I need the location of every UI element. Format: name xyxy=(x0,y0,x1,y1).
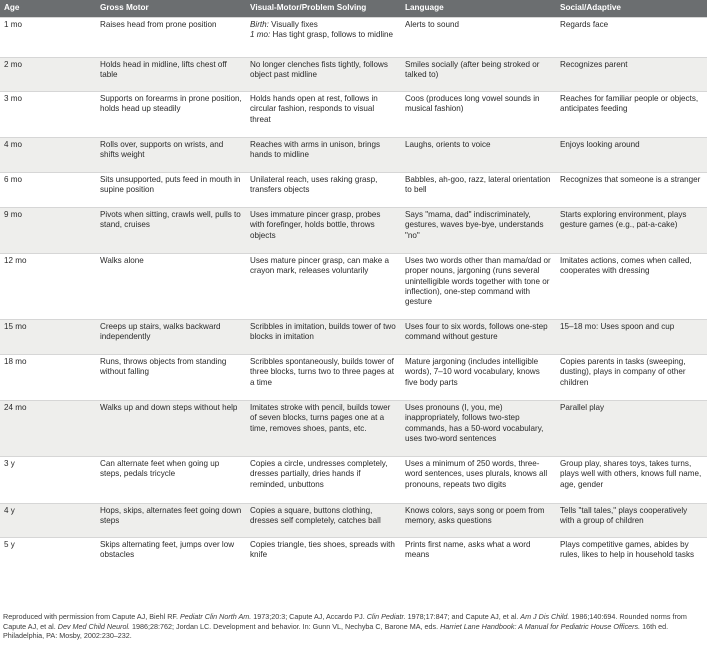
footnote-journal: Clin Pediatr. xyxy=(366,612,406,621)
cell-age: 9 mo xyxy=(0,208,96,254)
cell-social: Group play, shares toys, takes turns, plays well with others, knows full name, age, gender xyxy=(556,457,707,504)
table-row xyxy=(0,208,707,254)
cell-age: 4 y xyxy=(0,504,96,538)
table-row xyxy=(0,138,707,173)
cell-social: Copies parents in tasks (sweeping, dusting), plays in company of other children xyxy=(556,355,707,401)
cell-age: 3 mo xyxy=(0,92,96,138)
footnote-text: 16th ed. Philadelphia, PA: Mosby, 2002:230–232. xyxy=(3,621,669,640)
cell-age: 18 mo xyxy=(0,355,96,401)
footnote-journal: Am J Dis Child. xyxy=(520,612,570,621)
cell-language: Uses pronouns (I, you, me) inappropriately, follows two-step commands, has a 50-word vocabulary, uses two-word sentences xyxy=(401,401,556,457)
footnote-text: 1986;28:762; Jordan LC. Development and behavior. In: Gunn VL, Nechyba C, Barone MA, eds. xyxy=(130,621,441,631)
vm-birth-label: Birth: xyxy=(250,20,269,29)
cell-language: Mature jargoning (includes intelligible words), 7–10 word vocabulary, knows five body parts xyxy=(401,355,556,401)
cell-gross-motor: Runs, throws objects from standing without falling xyxy=(96,355,246,401)
cell-social: Recognizes that someone is a stranger xyxy=(556,173,707,208)
cell-visual-motor: Holds hands open at rest, follows in circular fashion, responds to visual threat xyxy=(246,92,401,138)
cell-language: Laughs, orients to voice xyxy=(401,138,556,173)
vm-birth-text: Visually fixes xyxy=(268,20,318,29)
footnote-text: Reproduced with permission from Capute AJ, Biehl RF. xyxy=(3,612,180,621)
footnote-journal: Dev Med Child Neurol. xyxy=(57,621,131,631)
cell-visual-motor: Scribbles in imitation, builds tower of two blocks in imitation xyxy=(246,320,401,355)
cell-gross-motor: Hops, skips, alternates feet going down steps xyxy=(96,504,246,538)
cell-gross-motor: Pivots when sitting, crawls well, pulls to stand, cruises xyxy=(96,208,246,254)
cell-social: Reaches for familiar people or objects, anticipates feeding xyxy=(556,92,707,138)
cell-age: 3 y xyxy=(0,457,96,504)
cell-language: Coos (produces long vowel sounds in musical fashion) xyxy=(401,92,556,138)
cell-visual-motor: Copies a square, buttons clothing, dresses self completely, catches ball xyxy=(246,504,401,538)
header-gross-motor: Gross Motor xyxy=(96,0,246,18)
footnote-text: 1978;17:847; and Capute AJ, et al. xyxy=(405,612,521,621)
footnote-text: 1986;140:694. Rounded norms from Capute AJ, et al. xyxy=(3,612,687,631)
cell-social: Starts exploring environment, plays gesture games (e.g., pat-a-cake) xyxy=(556,208,707,254)
header-social-adaptive: Social/Adaptive xyxy=(556,0,707,18)
cell-gross-motor: Sits unsupported, puts feed in mouth in supine position xyxy=(96,173,246,208)
cell-visual-motor: Uses immature pincer grasp, probes with forefinger, holds bottle, throws objects xyxy=(246,208,401,254)
table-row xyxy=(0,18,707,58)
cell-visual-motor: No longer clenches fists tightly, follows object past midline xyxy=(246,58,401,92)
cell-visual-motor: Scribbles spontaneously, builds tower of three blocks, turns two to three pages at a time xyxy=(246,355,401,401)
cell-age: 4 mo xyxy=(0,138,96,173)
table-row xyxy=(0,320,707,355)
cell-language: Uses two words other than mama/dad or proper nouns, jargoning (runs several unintelligible words together with tone or inflection), one-step command with gesture xyxy=(401,254,556,320)
cell-visual-motor: Copies a circle, undresses completely, dresses partially, dries hands if reminded, unbuttons xyxy=(246,457,401,504)
cell-social: Recognizes parent xyxy=(556,58,707,92)
table-row xyxy=(0,401,707,457)
footnote-journal: Pediatr Clin North Am. xyxy=(179,612,252,621)
table-header-row xyxy=(0,0,707,18)
table-row xyxy=(0,538,707,572)
cell-visual-motor: Copies triangle, ties shoes, spreads with knife xyxy=(246,538,401,572)
cell-visual-motor: Uses mature pincer grasp, can make a crayon mark, releases voluntarily xyxy=(246,254,401,320)
cell-visual-motor: Unilateral reach, uses raking grasp, transfers objects xyxy=(246,173,401,208)
table-row xyxy=(0,457,707,504)
cell-gross-motor: Holds head in midline, lifts chest off table xyxy=(96,58,246,92)
cell-gross-motor: Walks alone xyxy=(96,254,246,320)
cell-gross-motor: Raises head from prone position xyxy=(96,18,246,58)
header-visual-motor: Visual-Motor/Problem Solving xyxy=(246,0,401,18)
cell-age: 24 mo xyxy=(0,401,96,457)
cell-language: Prints first name, asks what a word means xyxy=(401,538,556,572)
header-language: Language xyxy=(401,0,556,18)
cell-language: Says "mama, dad" indiscriminately, gestures, waves bye-bye, understands "no" xyxy=(401,208,556,254)
vm-1mo-text: Has tight grasp, follows to midline xyxy=(270,30,394,40)
cell-social: Regards face xyxy=(556,18,707,58)
footnote-book-title: Harriet Lane Handbook: A Manual for Pediatric House Officers. xyxy=(440,621,641,631)
vm-1mo-label: 1 mo: xyxy=(250,30,271,40)
cell-age: 15 mo xyxy=(0,320,96,355)
cell-gross-motor: Skips alternating feet, jumps over low obstacles xyxy=(96,538,246,572)
cell-visual-motor: Imitates stroke with pencil, builds tower of seven blocks, turns pages one at a time, removes shoes, pants, etc. xyxy=(246,401,401,457)
footnote-text: 1973;20:3; Capute AJ, Accardo PJ. xyxy=(251,612,367,621)
cell-social: Imitates actions, comes when called, cooperates with dressing xyxy=(556,254,707,320)
cell-age: 12 mo xyxy=(0,254,96,320)
cell-visual-motor: Reaches with arms in unison, brings hands to midline xyxy=(246,138,401,173)
table-row xyxy=(0,58,707,92)
cell-language: Alerts to sound xyxy=(401,18,556,58)
table-row xyxy=(0,173,707,208)
cell-gross-motor: Creeps up stairs, walks backward independently xyxy=(96,320,246,355)
cell-age: 2 mo xyxy=(0,58,96,92)
cell-gross-motor: Can alternate feet when going up steps, pedals tricycle xyxy=(96,457,246,504)
cell-social: 15–18 mo: Uses spoon and cup xyxy=(556,320,707,355)
table-row xyxy=(0,254,707,320)
cell-gross-motor: Supports on forearms in prone position, holds head up steadily xyxy=(96,92,246,138)
cell-language: Uses a minimum of 250 words, three-word sentences, uses plurals, knows all pronouns, repeats two digits xyxy=(401,457,556,504)
cell-language: Uses four to six words, follows one-step command without gesture xyxy=(401,320,556,355)
cell-age: 6 mo xyxy=(0,173,96,208)
cell-visual-motor xyxy=(246,18,401,58)
cell-social: Parallel play xyxy=(556,401,707,457)
table-row xyxy=(0,355,707,401)
cell-social: Plays competitive games, abides by rules, likes to help in household tasks xyxy=(556,538,707,572)
cell-age: 1 mo xyxy=(0,18,96,58)
cell-social: Tells "tall tales," plays cooperatively with a group of children xyxy=(556,504,707,538)
cell-age: 5 y xyxy=(0,538,96,572)
source-footnote xyxy=(3,612,703,641)
cell-language: Smiles socially (after being stroked or talked to) xyxy=(401,58,556,92)
table-row xyxy=(0,504,707,538)
cell-social: Enjoys looking around xyxy=(556,138,707,173)
header-age: Age xyxy=(0,0,96,18)
cell-language: Knows colors, says song or poem from memory, asks questions xyxy=(401,504,556,538)
cell-gross-motor: Walks up and down steps without help xyxy=(96,401,246,457)
cell-gross-motor: Rolls over, supports on wrists, and shifts weight xyxy=(96,138,246,173)
table-row xyxy=(0,92,707,138)
cell-language: Babbles, ah-goo, razz, lateral orientation to bell xyxy=(401,173,556,208)
